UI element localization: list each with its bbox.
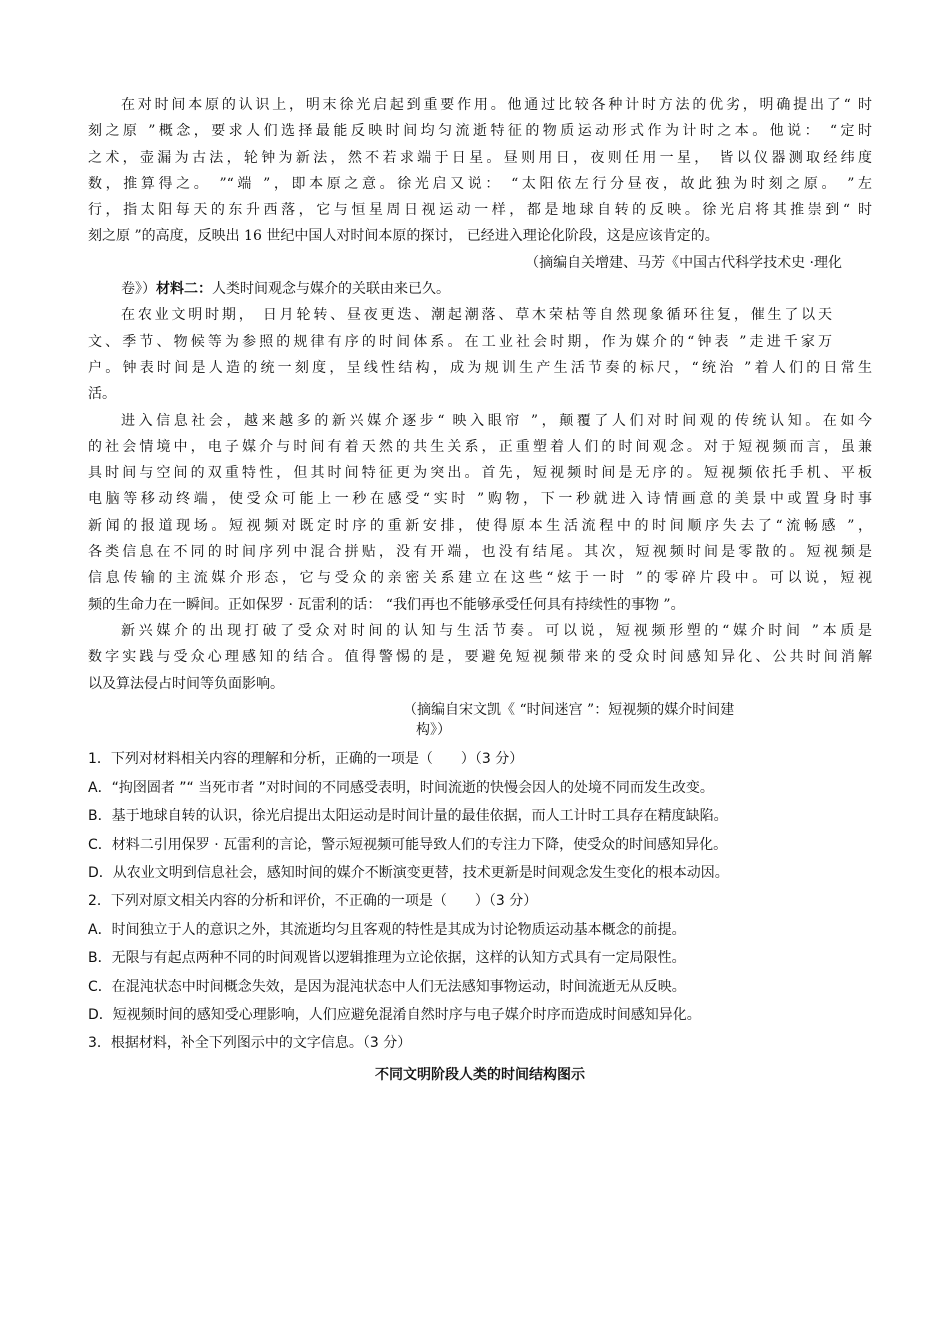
figure-title: 不同文明阶段人类的时间结构图示 <box>375 1066 585 1083</box>
question-1-option-d: D．从农业文明到信息社会，感知时间的媒介不断演变更替，技术更新是时间观念发生变化的根本动因。 <box>88 864 729 881</box>
material-two-label: 材料二： <box>156 281 212 298</box>
material-two-paragraph-1-cont <box>88 355 872 408</box>
question-2-option-b: B．无限与有起点两种不同的时间观皆以逻辑推理为立论依据，这样的认知方式具有一定局限性。 <box>88 950 686 967</box>
text-line: 频的生命力在一瞬间。正如保罗 · 瓦雷利的话： “我们再也不能够承受任何具有持续性的事物 ”。 <box>88 596 685 613</box>
text-line: 刻之原 ”概念，要求人们选择最能反映时间均匀流逝特征的物质运动形式作为计时之本。他说： “定时 <box>88 123 872 140</box>
text-line: 户。钟表时间是人造的统一刻度，呈线性结构，成为规训生产生活节奏的标尺，“统治 ”着人们的日常生 <box>88 359 872 376</box>
text-line: 活。 <box>88 386 116 403</box>
material-two-heading-line <box>88 276 872 302</box>
text-line: 进入信息社会，越来越多的新兴媒介逐步“ 映入眼帘 ”，颠覆了人们对时间观的传统认知。在如今 <box>121 412 872 429</box>
material-one-paragraph <box>88 92 872 250</box>
material-two-source: （摘编自宋文凯《 “时间迷宫 ”：短视频的媒介时间建 <box>403 701 735 718</box>
question-3-stem: 3．根据材料，补全下列图示中的文字信息。（3 分） <box>88 1035 412 1052</box>
material-two-source-end: 构》） <box>416 722 451 739</box>
text-line: 行，指太阳每天的东升西落，它与恒星周日视运动一样，都是地球自转的反映。徐光启将其推崇到“ 时 <box>88 202 872 219</box>
material-one-source-end: 卷》） <box>121 281 156 298</box>
text-line: 文、季节、物候等为参照的规律有序的时间体系。在工业社会时期，作为媒介的“钟表 ”走进千家万 <box>88 333 832 350</box>
text-line: 的社会情境中，电子媒介与时间有着天然的共生关系，正重塑着人们的时间观念。对于短视频而言，虽兼 <box>88 438 872 455</box>
material-two-paragraph-2 <box>88 408 872 618</box>
text-line: 具时间与空间的双重特性，但其时间特征更为突出。首先，短视频时间是无序的。短视频依托手机、平板 <box>88 465 872 482</box>
text-line: 新兴媒介的出现打破了受众对时间的认知与生活节奏。可以说，短视频形塑的“媒介时间 ”本质是 <box>121 622 872 639</box>
question-1-option-b: B．基于地球自转的认识，徐光启提出太阳运动是时间计量的最佳依据，而人工计时工具存在精度缺陷。 <box>88 808 728 825</box>
material-two-paragraph-3 <box>88 618 872 697</box>
text-line: 在对时间本原的认识上，明末徐光启起到重要作用。他通过比较各种计时方法的优劣，明确提出了“ 时 <box>121 97 872 113</box>
question-1-stem: 1．下列对材料相关内容的理解和分析，正确的一项是（ ）（3 分） <box>88 751 524 768</box>
questions <box>88 745 872 1057</box>
text-line: 信息传输的主流媒介形态，它与受众的亲密关系建立在这些“炫于一时 ”的零碎片段中。可以说，短视 <box>88 570 872 587</box>
text-line: 电脑等移动终端，使受众可能上一秒在感受“实时 ”购物，下一秒就进入诗情画意的美景中或置身时事 <box>88 491 872 508</box>
text-line: 数字实践与受众心理感知的结合。值得警惕的是，要避免短视频带来的受众时间感知异化、公共时间消解 <box>88 649 872 666</box>
material-one-source: （摘编自关增建、马芳《中国古代科学技术史 ·理化 <box>525 254 842 271</box>
question-2-option-a: A．时间独立于人的意识之外，其流逝均匀且客观的特性是其成为讨论物质运动基本概念的前提。 <box>88 921 686 938</box>
question-1-option-a: A．“拘囹圄者 ”“ 当死市者 ”对时间的不同感受表明，时间流逝的快慢会因人的处境不同而发生改变。 <box>88 779 714 796</box>
question-2-stem: 2．下列对原文相关内容的分析和评价，不正确的一项是（ ）（3 分） <box>88 893 538 910</box>
question-1-option-c: C．材料二引用保罗 · 瓦雷利的言论，警示短视频可能导致人们的专注力下降，使受众的时间感知异化。 <box>88 836 728 853</box>
text-line: 各类信息在不同的时间序列中混合拼贴，没有开端，也没有结尾。其次，短视频时间是零散的。短视频是 <box>88 544 872 561</box>
text-line: 以及算法侵占时间等负面影响。 <box>88 675 284 692</box>
text-line: 数，推算得之。 ”“端 ”，即本原之意。徐光启又说： “太阳依左行分昼夜，故此独为时刻之原。 ”左 <box>88 175 872 192</box>
material-two-intro: 人类时间观念与媒介的关联由来已久。 <box>212 281 450 298</box>
question-2-option-c: C．在混沌状态中时间概念失效，是因为混沌状态中人们无法感知事物运动，时间流逝无从反映。 <box>88 978 686 995</box>
text-line: 新闻的报道现场。短视频对既定时序的重新安排，使得原本生活流程中的时间顺序失去了“流畅感 ”， <box>88 517 872 534</box>
exam-page <box>88 92 872 1088</box>
material-two-paragraph-1 <box>88 302 872 355</box>
text-line: 在农业文明时期， 日月轮转、昼夜更迭、潮起潮落、草木荣枯等自然现象循环往复，催生了以天 <box>121 307 832 324</box>
text-line: 刻之原 ”的高度，反映出 16 世纪中国人对时间本原的探讨， 已经进入理论化阶段，这是应该肯定的。 <box>88 228 719 245</box>
question-2-option-d: D．短视频时间的感知受心理影响，人们应避免混淆自然时序与电子媒介时序而造成时间感知异化。 <box>88 1006 701 1023</box>
text-line: 之术，壶漏为古法，轮钟为新法，然不若求端于日星。昼则用日，夜则任用一星， 皆以仪器测取经纬度 <box>88 149 872 166</box>
